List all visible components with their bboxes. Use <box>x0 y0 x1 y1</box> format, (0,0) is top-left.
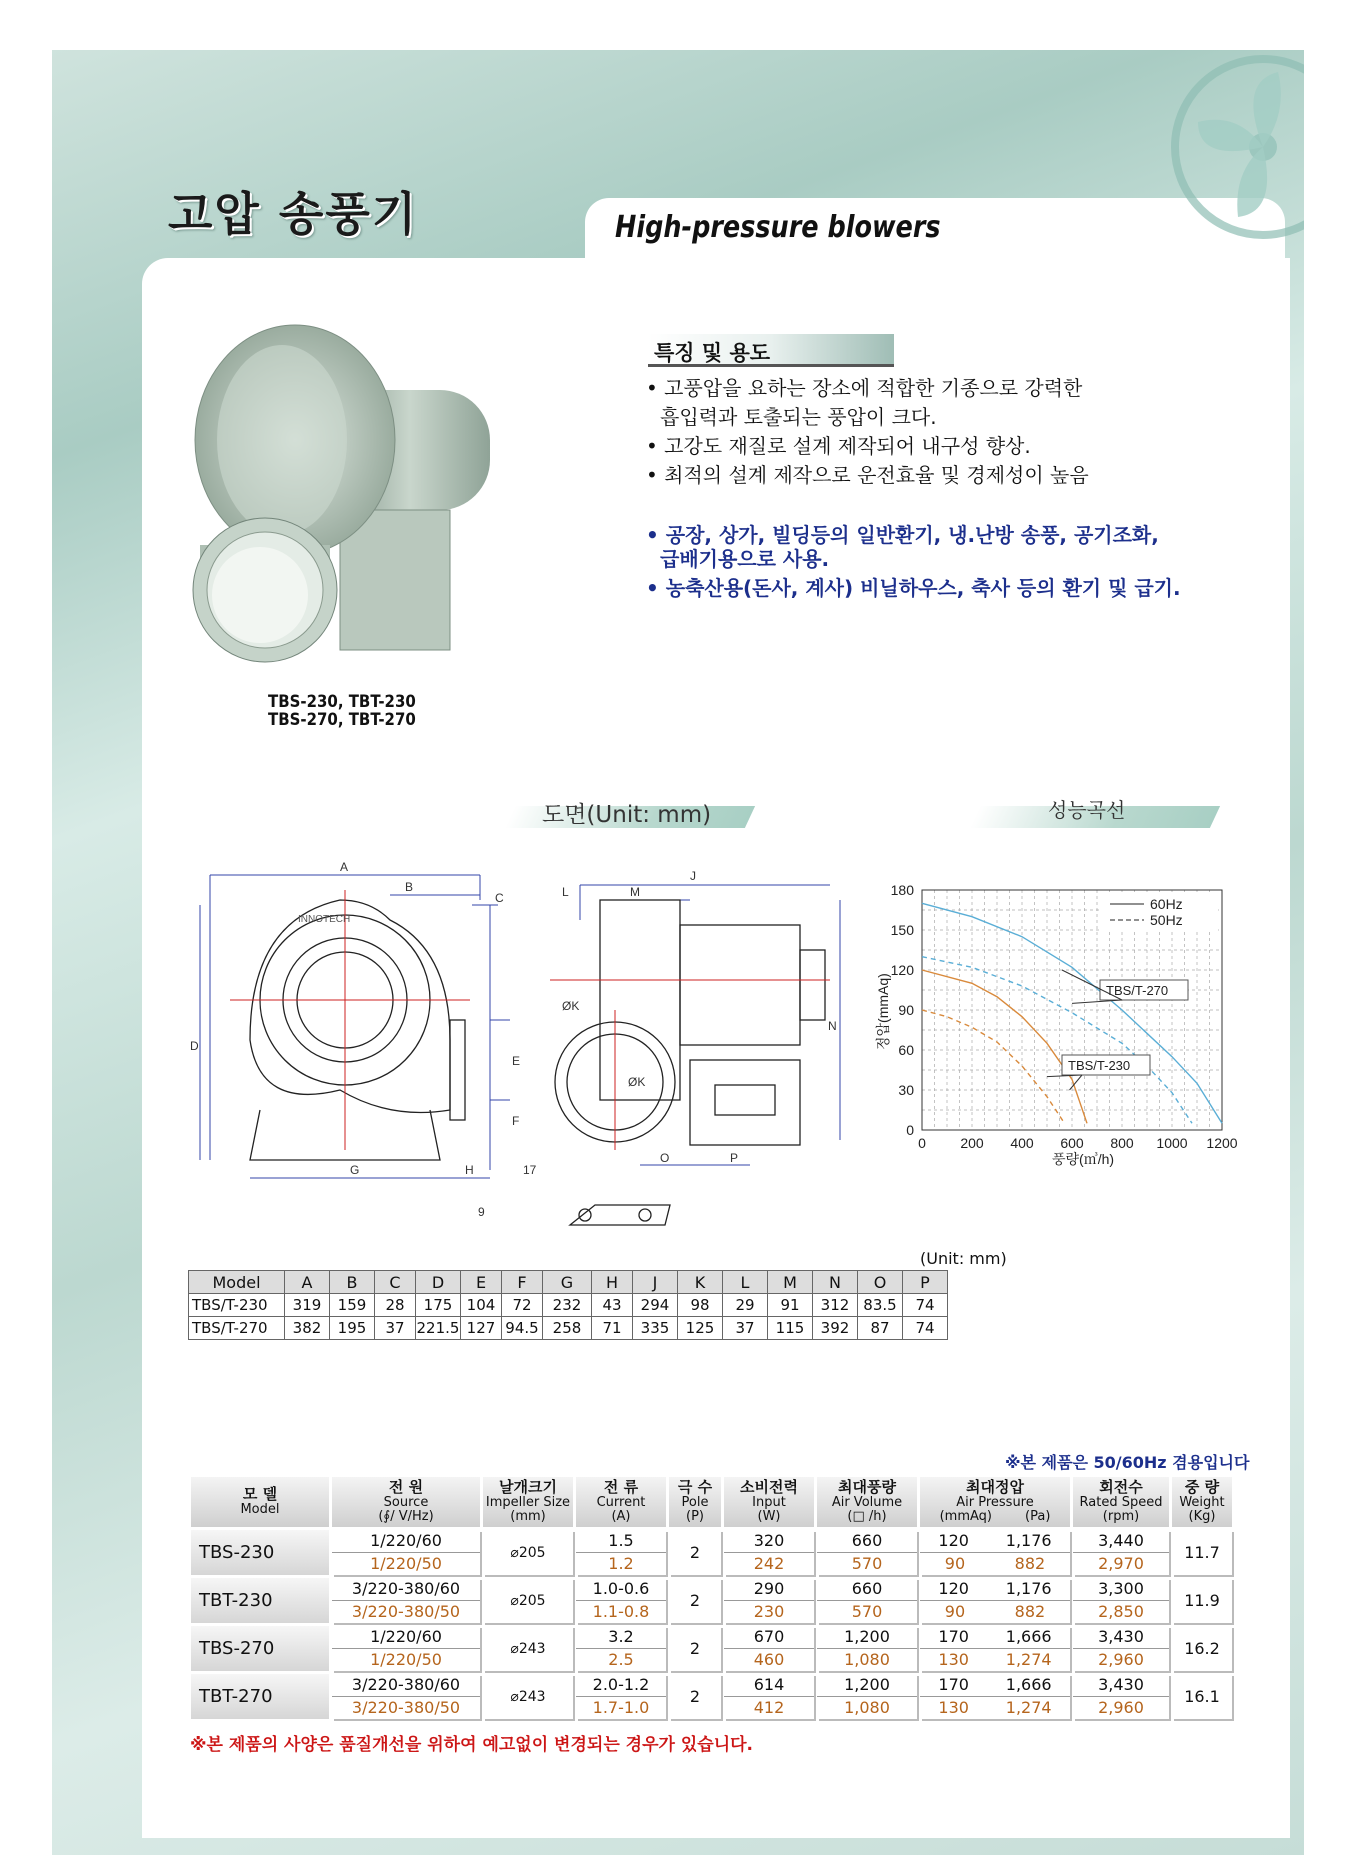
value-50hz: 3/220-380/50 <box>351 1602 461 1621</box>
chart-heading: 성능곡선 <box>1048 798 1126 822</box>
dimension-cell: 94.5 <box>502 1317 543 1340</box>
value-50hz: 460 <box>753 1650 785 1669</box>
features-heading <box>648 334 894 367</box>
value-60hz: 3,440 <box>1073 1530 1169 1553</box>
dim-letter: G <box>350 1163 360 1177</box>
x-tick-label: 600 <box>1060 1135 1084 1151</box>
value-60hz <box>920 1674 1070 1697</box>
value-50hz: 2,960 <box>1098 1650 1144 1669</box>
value-60hz: 3,430 <box>1073 1674 1169 1697</box>
header-en: Model <box>240 1502 280 1517</box>
dimension-cell: M <box>768 1271 813 1294</box>
header-kr: 전 류 <box>603 1478 639 1496</box>
spec-cell-pressure <box>920 1530 1070 1575</box>
pressure-pa: 882 <box>1014 1602 1046 1621</box>
value-60hz: 660 <box>817 1530 917 1553</box>
dimension-cell: 29 <box>723 1294 768 1317</box>
spec-header-cell <box>1172 1477 1232 1527</box>
spec-cell-source <box>332 1674 480 1719</box>
spec-row <box>191 1674 1232 1719</box>
value-50hz: 2,960 <box>1098 1698 1144 1717</box>
dimension-cell: 28 <box>375 1294 416 1317</box>
spec-cell-impeller: ⌀243 <box>483 1626 573 1671</box>
drawing-logo: INNOTECH <box>298 914 351 925</box>
dimension-cell: 382 <box>285 1317 330 1340</box>
y-tick-label: 180 <box>890 882 914 898</box>
dimension-cell: B <box>330 1271 375 1294</box>
dimension-drawing <box>190 860 850 1240</box>
header-kr: 중 량 <box>1184 1478 1220 1496</box>
dimension-cell: 43 <box>592 1294 633 1317</box>
spec-header-cell <box>1073 1477 1169 1527</box>
value-60hz: 670 <box>724 1626 814 1649</box>
dimension-cell: 232 <box>543 1294 592 1317</box>
x-tick-label: 400 <box>1010 1135 1034 1151</box>
spec-cell-model: TBT-270 <box>191 1674 329 1719</box>
spec-cell-volume <box>817 1674 917 1719</box>
header-en: Current <box>596 1495 646 1510</box>
pressure-mmaq: 90 <box>944 1554 966 1573</box>
spec-cell-current <box>576 1674 666 1719</box>
header-kr: 모 델 <box>242 1485 278 1503</box>
spec-cell-model: TBS-270 <box>191 1626 329 1671</box>
value-60hz <box>920 1530 1070 1553</box>
header-unit: (rpm) <box>1102 1509 1140 1524</box>
use-item: 급배기용으로 사용. <box>660 547 830 571</box>
value-60hz: 1/220/60 <box>332 1626 480 1649</box>
caption-line-2: TBS-270, TBT-270 <box>268 710 416 730</box>
dimension-cell: H <box>592 1271 633 1294</box>
dimension-header-row <box>189 1271 948 1294</box>
value-60hz: 290 <box>724 1578 814 1601</box>
header-en: Source <box>383 1495 429 1510</box>
dim-letter: J <box>690 869 696 883</box>
spec-header-cell <box>669 1477 721 1527</box>
spec-cell-pole: 2 <box>669 1674 721 1719</box>
dim-letter: A <box>340 860 349 874</box>
x-tick-label: 800 <box>1110 1135 1134 1151</box>
dimension-cell: 87 <box>858 1317 903 1340</box>
header-kr: 소비전력 <box>740 1478 798 1496</box>
dimension-cell: 319 <box>285 1294 330 1317</box>
x-tick-label: 200 <box>960 1135 984 1151</box>
pressure-pa: 882 <box>1014 1554 1046 1573</box>
value-60hz: 3,430 <box>1073 1626 1169 1649</box>
pressure-mmaq: 170 <box>938 1675 969 1694</box>
dimension-cell: 258 <box>543 1317 592 1340</box>
value-50hz: 230 <box>753 1602 785 1621</box>
header-kr: 전 원 <box>388 1478 424 1496</box>
value-60hz: 1,200 <box>817 1626 917 1649</box>
caption-line-1: TBS-230, TBT-230 <box>268 692 416 712</box>
dimension-cell: E <box>461 1271 502 1294</box>
y-axis-label: 정압(mmAq) <box>875 973 891 1050</box>
spec-cell-rpm <box>1073 1674 1169 1719</box>
header-unit: (mm) <box>510 1509 546 1524</box>
value-60hz: 3/220-380/60 <box>332 1674 480 1697</box>
spec-cell-weight: 16.1 <box>1172 1674 1232 1719</box>
spec-cell-weight: 11.9 <box>1172 1578 1232 1623</box>
dimension-cell: 221.5 <box>416 1317 461 1340</box>
dimension-cell: 104 <box>461 1294 502 1317</box>
pressure-mmaq: 170 <box>938 1627 969 1646</box>
pressure-pa: 1,274 <box>1005 1650 1052 1669</box>
dim-letter: B <box>405 880 414 894</box>
spec-cell-impeller: ⌀243 <box>483 1674 573 1719</box>
performance-chart <box>870 870 1260 1220</box>
legend-label: 60Hz <box>1150 896 1183 912</box>
spec-cell-model: TBT-230 <box>191 1578 329 1623</box>
value-60hz <box>920 1578 1070 1601</box>
dimension-table <box>188 1270 948 1340</box>
value-50hz: 570 <box>851 1554 883 1573</box>
value-60hz: 1/220/60 <box>332 1530 480 1553</box>
value-60hz: 1.5 <box>576 1530 666 1553</box>
dimension-cell: C <box>375 1271 416 1294</box>
x-tick-label: 0 <box>918 1135 926 1151</box>
value-60hz: 1,200 <box>817 1674 917 1697</box>
dimension-cell: 312 <box>813 1294 858 1317</box>
y-tick-label: 150 <box>890 922 914 938</box>
header-en: Impeller Size <box>485 1495 571 1510</box>
annotation-label: TBS/T-230 <box>1068 1058 1131 1073</box>
frequency-note: ※본 제품은 50/60Hz 겸용입니다 <box>1005 1453 1250 1472</box>
dimension-cell: 71 <box>592 1317 633 1340</box>
drawing-heading: 도면(Unit: mm) <box>542 802 712 828</box>
spec-header-cell <box>576 1477 666 1527</box>
dimension-cell: 83.5 <box>858 1294 903 1317</box>
spec-cell-rpm <box>1073 1530 1169 1575</box>
value-50hz <box>920 1601 1070 1623</box>
dim-letter: ØK <box>628 1075 646 1089</box>
spec-table <box>188 1474 1235 1722</box>
dimension-cell: J <box>633 1271 678 1294</box>
value-50hz: 1/220/50 <box>370 1554 442 1573</box>
spec-cell-source <box>332 1626 480 1671</box>
annotation-label: TBS/T-270 <box>1106 983 1169 998</box>
feature-item: 흡입력과 토출되는 풍압이 크다. <box>660 405 937 429</box>
spec-cell-input <box>724 1626 814 1671</box>
x-tick-label: 1000 <box>1156 1135 1188 1151</box>
spec-cell-pole: 2 <box>669 1626 721 1671</box>
header-unit: (W) <box>757 1509 781 1524</box>
spec-row <box>191 1530 1232 1575</box>
value-60hz: 660 <box>817 1578 917 1601</box>
spec-cell-rpm <box>1073 1626 1169 1671</box>
dimension-cell: 115 <box>768 1317 813 1340</box>
spec-cell-volume <box>817 1578 917 1623</box>
dim-letter: P <box>730 1151 739 1165</box>
spec-cell-source <box>332 1530 480 1575</box>
spec-cell-model: TBS-230 <box>191 1530 329 1575</box>
header-kr: 극 수 <box>677 1478 713 1496</box>
dim-letter: L <box>562 885 569 899</box>
spec-header-cell <box>724 1477 814 1527</box>
spec-row <box>191 1626 1232 1671</box>
dimension-cell: K <box>678 1271 723 1294</box>
value-50hz <box>920 1697 1070 1719</box>
header-kr: 최대풍량 <box>838 1478 896 1496</box>
value-60hz: 1.0-0.6 <box>576 1578 666 1601</box>
value-50hz: 1,080 <box>844 1650 890 1669</box>
header-en: Air Volume <box>831 1495 903 1510</box>
spec-cell-weight: 11.7 <box>1172 1530 1232 1575</box>
value-50hz: 1.7-1.0 <box>592 1698 650 1717</box>
header-unit: (mmAq) (Pa) <box>939 1509 1051 1524</box>
dimension-cell: 37 <box>723 1317 768 1340</box>
pressure-mmaq: 120 <box>938 1579 969 1598</box>
dim-letter: ØK <box>562 999 580 1013</box>
y-tick-label: 0 <box>906 1122 914 1138</box>
header-unit: (∮/ V/Hz) <box>378 1509 434 1524</box>
header-unit: (A) <box>611 1509 631 1524</box>
value-60hz: 614 <box>724 1674 814 1697</box>
spec-cell-pressure <box>920 1626 1070 1671</box>
spec-header-cell <box>483 1477 573 1527</box>
value-50hz <box>920 1553 1070 1575</box>
pressure-pa: 1,666 <box>1005 1627 1052 1646</box>
spec-cell-rpm <box>1073 1578 1169 1623</box>
spec-cell-pressure <box>920 1578 1070 1623</box>
header-en: Pole <box>681 1495 709 1510</box>
spec-cell-current <box>576 1626 666 1671</box>
header-unit: (Kg) <box>1188 1509 1216 1524</box>
header-unit: (P) <box>686 1509 704 1524</box>
spec-header-cell <box>920 1477 1070 1527</box>
value-60hz: 320 <box>724 1530 814 1553</box>
value-50hz: 1.1-0.8 <box>592 1602 650 1621</box>
header-en: Weight <box>1179 1495 1225 1510</box>
series-line <box>922 1010 1065 1123</box>
dimension-cell: 159 <box>330 1294 375 1317</box>
value-60hz: 3/220-380/60 <box>332 1578 480 1601</box>
value-60hz <box>920 1626 1070 1649</box>
dimension-cell: D <box>416 1271 461 1294</box>
value-50hz: 570 <box>851 1602 883 1621</box>
header-en: Rated Speed <box>1079 1495 1163 1510</box>
dimension-cell: 72 <box>502 1294 543 1317</box>
pressure-mmaq: 130 <box>938 1650 969 1669</box>
feature-item: • 최적의 설계 제작으로 운전효율 및 경제성이 높음 <box>646 463 1089 487</box>
header-kr: 최대정압 <box>966 1478 1024 1496</box>
dimension-cell: 195 <box>330 1317 375 1340</box>
dimension-cell: TBS/T-230 <box>189 1294 285 1317</box>
use-item: • 공장, 상가, 빌딩등의 일반환기, 냉.난방 송풍, 공기조화, <box>646 523 1159 547</box>
spec-cell-pressure <box>920 1674 1070 1719</box>
pressure-mmaq: 130 <box>938 1698 969 1717</box>
dimension-cell: 392 <box>813 1317 858 1340</box>
dimension-row <box>189 1294 948 1317</box>
dimension-unit: (Unit: mm) <box>920 1249 1007 1268</box>
dimension-cell: A <box>285 1271 330 1294</box>
spec-cell-pole: 2 <box>669 1530 721 1575</box>
header-kr: 회전수 <box>1099 1478 1143 1496</box>
spec-header-cell <box>817 1477 917 1527</box>
use-item: • 농축산용(돈사, 계사) 비닐하우스, 축사 등의 환기 및 급기. <box>646 576 1181 600</box>
dim-letter: N <box>828 1019 837 1033</box>
dim-letter: O <box>660 1151 670 1165</box>
value-50hz: 242 <box>753 1554 785 1573</box>
dimension-cell: 74 <box>903 1294 948 1317</box>
dim-letter: D <box>190 1039 199 1053</box>
pressure-pa: 1,666 <box>1005 1675 1052 1694</box>
dim-letter: F <box>512 1114 520 1128</box>
dimension-cell: 98 <box>678 1294 723 1317</box>
feature-item: • 고강도 재질로 설계 제작되어 내구성 향상. <box>646 434 1031 458</box>
dim-small: 17 <box>523 1163 537 1177</box>
dimension-cell: 37 <box>375 1317 416 1340</box>
dimension-row <box>189 1317 948 1340</box>
value-60hz: 3.2 <box>576 1626 666 1649</box>
spec-cell-source <box>332 1578 480 1623</box>
dim-letter: E <box>512 1054 521 1068</box>
spec-cell-pole: 2 <box>669 1578 721 1623</box>
dimension-cell: G <box>543 1271 592 1294</box>
x-tick-label: 1200 <box>1206 1135 1238 1151</box>
value-50hz: 2.5 <box>608 1650 634 1669</box>
header-unit: (□ /h) <box>847 1509 887 1524</box>
dimension-cell: 125 <box>678 1317 723 1340</box>
spec-cell-current <box>576 1578 666 1623</box>
spec-cell-volume <box>817 1626 917 1671</box>
pressure-pa: 1,176 <box>1005 1579 1052 1598</box>
spec-cell-impeller: ⌀205 <box>483 1530 573 1575</box>
value-50hz: 1.2 <box>608 1554 634 1573</box>
spec-cell-impeller: ⌀205 <box>483 1578 573 1623</box>
value-60hz: 2.0-1.2 <box>576 1674 666 1697</box>
dimension-cell: 74 <box>903 1317 948 1340</box>
pressure-mmaq: 120 <box>938 1531 969 1550</box>
disclaimer-note: ※본 제품의 사양은 품질개선을 위하여 예고없이 변경되는 경우가 있습니다. <box>190 1735 753 1755</box>
dimension-cell: 294 <box>633 1294 678 1317</box>
dim-letter: M <box>630 885 640 899</box>
value-50hz: 1,080 <box>844 1698 890 1717</box>
spec-row <box>191 1578 1232 1623</box>
dimension-cell: O <box>858 1271 903 1294</box>
spec-header-row <box>191 1477 1232 1527</box>
dimension-cell: 175 <box>416 1294 461 1317</box>
y-tick-label: 60 <box>898 1042 914 1058</box>
dim-letter: H <box>465 1163 474 1177</box>
features-heading-label: 특징 및 용도 <box>654 341 771 365</box>
pressure-pa: 1,176 <box>1005 1531 1052 1550</box>
spec-cell-current <box>576 1530 666 1575</box>
dim-letter: C <box>495 891 504 905</box>
value-50hz: 412 <box>753 1698 785 1717</box>
pressure-mmaq: 90 <box>944 1602 966 1621</box>
fan-logo-icon <box>1168 52 1304 242</box>
spec-header-cell <box>332 1477 480 1527</box>
header-kr: 날개크기 <box>499 1478 557 1496</box>
feature-item: • 고풍압을 요하는 장소에 적합한 기종으로 강력한 <box>646 376 1083 400</box>
page-subtitle: High-pressure blowers <box>615 210 941 245</box>
spec-cell-volume <box>817 1530 917 1575</box>
page-title: 고압 송풍기 <box>168 187 419 241</box>
value-50hz: 2,850 <box>1098 1602 1144 1621</box>
header-en: Air Pressure <box>956 1495 1034 1510</box>
value-50hz: 1/220/50 <box>370 1650 442 1669</box>
x-axis-label: 풍량(㎥/h) <box>1052 1151 1115 1167</box>
dimension-cell: TBS/T-270 <box>189 1317 285 1340</box>
value-60hz: 3,300 <box>1073 1578 1169 1601</box>
y-tick-label: 30 <box>898 1082 914 1098</box>
spec-cell-input <box>724 1530 814 1575</box>
dimension-cell: Model <box>189 1271 285 1294</box>
dimension-cell: P <box>903 1271 948 1294</box>
dimension-cell: F <box>502 1271 543 1294</box>
value-50hz: 2,970 <box>1098 1554 1144 1573</box>
value-50hz: 3/220-380/50 <box>351 1698 461 1717</box>
value-50hz <box>920 1649 1070 1671</box>
y-tick-label: 90 <box>898 1002 914 1018</box>
spec-cell-input <box>724 1674 814 1719</box>
pressure-pa: 1,274 <box>1005 1698 1052 1717</box>
legend-label: 50Hz <box>1150 912 1183 928</box>
photo-caption <box>268 693 416 729</box>
spec-cell-input <box>724 1578 814 1623</box>
blower-photo <box>190 310 510 670</box>
spec-cell-weight: 16.2 <box>1172 1626 1232 1671</box>
dimension-cell: 335 <box>633 1317 678 1340</box>
dimension-cell: 91 <box>768 1294 813 1317</box>
header-en: Input <box>752 1495 786 1510</box>
dimension-cell: L <box>723 1271 768 1294</box>
y-tick-label: 120 <box>890 962 914 978</box>
dimension-cell: N <box>813 1271 858 1294</box>
dim-small: 9 <box>478 1205 485 1219</box>
spec-header-cell <box>191 1477 329 1527</box>
dimension-cell: 127 <box>461 1317 502 1340</box>
